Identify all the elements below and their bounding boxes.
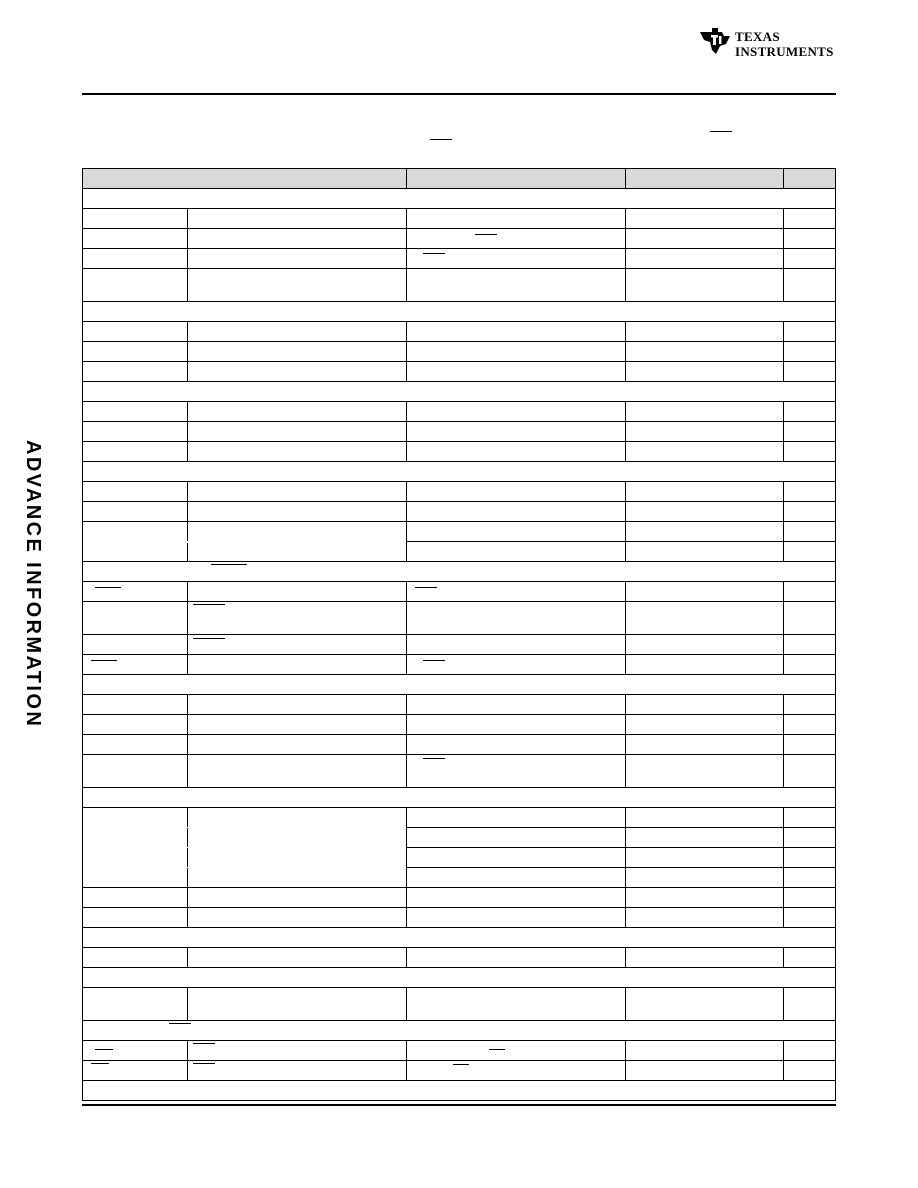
table-section-row <box>83 675 835 695</box>
table-row <box>83 422 835 442</box>
table-row <box>83 502 835 522</box>
table-section-row <box>83 562 835 582</box>
table-row <box>83 522 835 542</box>
table-section-row <box>83 788 835 808</box>
table-section-row <box>83 928 835 948</box>
overline-mark <box>710 131 732 132</box>
table-header-row <box>83 169 835 189</box>
table-row <box>83 755 835 788</box>
table-row <box>83 695 835 715</box>
table-row <box>83 582 835 602</box>
table-row <box>83 655 835 675</box>
table-row <box>83 888 835 908</box>
table-row <box>83 442 835 462</box>
header-rule <box>82 93 836 95</box>
table-row <box>83 269 835 302</box>
table-row <box>83 908 835 928</box>
table-row <box>83 735 835 755</box>
spec-table <box>82 168 836 1101</box>
table-row <box>83 402 835 422</box>
table-section-row <box>83 1021 835 1041</box>
logo-line2: INSTRUMENTS <box>735 44 834 59</box>
table-row <box>83 848 835 868</box>
advance-information-label: ADVANCE INFORMATION <box>22 440 44 729</box>
table-row <box>83 602 835 635</box>
table-row <box>83 249 835 269</box>
table-row <box>83 362 835 382</box>
logo-line1: TEXAS <box>735 29 780 44</box>
table-row <box>83 948 835 968</box>
table-row <box>83 808 835 828</box>
table-section-row <box>83 382 835 402</box>
ti-state-logo-icon <box>698 26 732 56</box>
table-section-row <box>83 968 835 988</box>
table-row <box>83 868 835 888</box>
table-row <box>83 988 835 1021</box>
footer-rule <box>82 1104 836 1106</box>
table-row <box>83 229 835 249</box>
table-section-row <box>83 462 835 482</box>
table-row <box>83 715 835 735</box>
table-footnote-row <box>83 1081 835 1100</box>
table-row <box>83 482 835 502</box>
table-row <box>83 342 835 362</box>
ti-logo <box>698 26 838 62</box>
table-section-row <box>83 189 835 209</box>
table-row <box>83 322 835 342</box>
table-section-row <box>83 302 835 322</box>
table-row <box>83 209 835 229</box>
table-row <box>83 635 835 655</box>
overline-mark <box>430 139 452 140</box>
table-row <box>83 1061 835 1081</box>
table-row <box>83 828 835 848</box>
table-row <box>83 1041 835 1061</box>
table-row <box>83 542 835 562</box>
